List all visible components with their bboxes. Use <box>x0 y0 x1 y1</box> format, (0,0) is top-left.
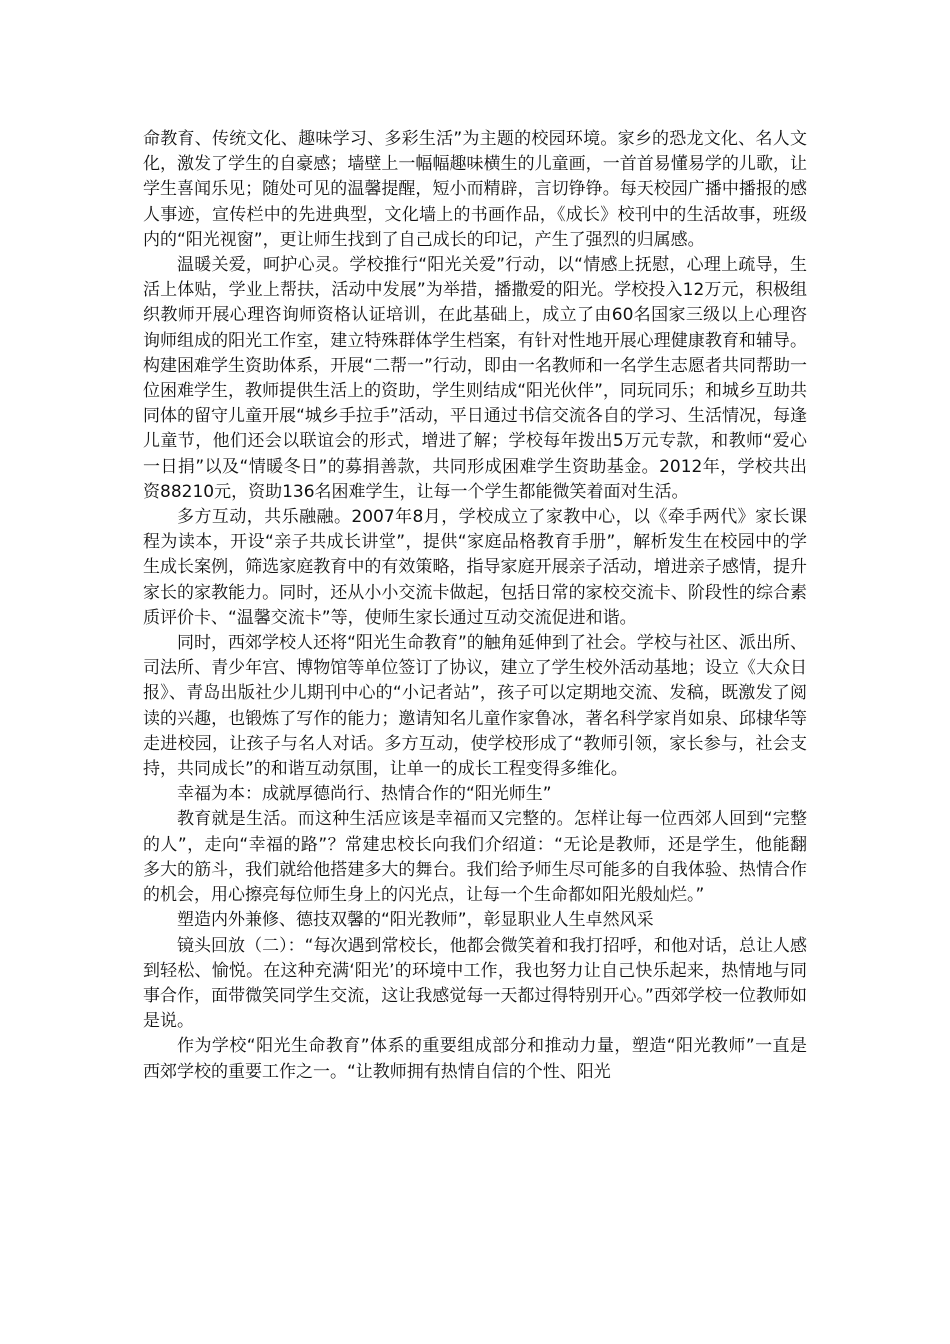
document-body <box>143 127 807 1085</box>
section-heading-happiness: 幸福为本：成就厚德尚行、热情合作的“阳光师生” <box>177 784 552 805</box>
paragraph-replay-two: 镜头回放（二）：“每次遇到常校长，他都会微笑着和我打招呼，和他对话，总让人感到轻松、愉悦。在这种充满‘阳光’的环境中工作，我也努力让自己快乐起来，热情地与同事合作，面带微笑同学生交流，这让我感觉每一天都过得特别开心。”西郊学校一位教师如是说。 <box>143 935 807 1032</box>
paragraph-shaping-teachers: 作为学校“阳光生命教育”体系的重要组成部分和推动力量，塑造“阳光教师”一直是西郊学校的重要工作之一。“让教师拥有热情自信的个性、阳光 <box>143 1036 807 1082</box>
paragraph-multi-interaction: 多方互动，共乐融融。2007年8月，学校成立了家教中心，以《牵手两代》家长课程为读本，开设“亲子共成长讲堂”，提供“家庭品格教育手册”，解析发生在校园中的学生成长案例，筛选家庭教育中的有效策略，指导家庭开展亲子活动，增进亲子感情，提升家长的家教能力。同时，还从小小交流卡做起，包括日常的家校交流卡、阶段性的综合素质评价卡、“温馨交流卡”等，使师生家长通过互动交流促进和谐。 <box>143 507 807 628</box>
paragraph-society-extension: 同时，西郊学校人还将“阳光生命教育”的触角延伸到了社会。学校与社区、派出所、司法所、青少年宫、博物馆等单位签订了协议，建立了学生校外活动基地；设立《大众日报》、青岛出版社少儿期刊中心的“小记者站”，孩子可以定期地交流、发稿，既激发了阅读的兴趣，也锻炼了写作的能力；邀请知名儿童作家鲁冰，著名科学家肖如泉、邱棣华等走进校园，让孩子与名人对话。多方互动，使学校形成了“教师引领，家长参与，社会支持，共同成长”的和谐互动氛围，让单一的成长工程变得多维化。 <box>143 633 807 780</box>
subsection-heading-sunshine-teacher: 塑造内外兼修、德技双馨的“阳光教师”，彰显职业人生卓然风采 <box>177 910 654 931</box>
paragraph-warm-care: 温暖关爱，呵护心灵。学校推行“阳光关爱”行动，以“情感上抚慰，心理上疏导，生活上体贴，学业上帮扶，活动中发展”为举措，播撒爱的阳光。学校投入12万元，积极组织教师开展心理咨询师资格认证培训，在此基础上，成立了由60名国家三级以上心理咨询师组成的阳光工作室，建立特殊群体学生档案，有针对性地开展心理健康教育和辅导。构建困难学生资助体系，开展“二帮一”行动，即由一名教师和一名学生志愿者共同帮助一位困难学生，教师提供生活上的资助，学生则结成“阳光伙伴”，同玩同乐；和城乡互助共同体的留守儿童开展“城乡手拉手”活动，平日通过书信交流各自的学习、生活情况，每逢儿童节，他们还会以联谊会的形式，增进了解；学校每年拨出5万元专款，和教师“爱心一日捐”以及“情暖冬日”的募捐善款，共同形成困难学生资助基金。2012年，学校共出资88210元，资助136名困难学生，让每一个学生都能微笑着面对生活。 <box>143 255 807 502</box>
paragraph-education-is-life: 教育就是生活。而这种生活应该是幸福而又完整的。怎样让每一位西郊人回到“完整的人”，走向“幸福的路”？常建忠校长向我们介绍道：“无论是教师，还是学生，他能翻多大的筋斗，我们就给他搭建多大的舞台。我们给予师生尽可能多的自我体验、热情合作的机会，用心擦亮每位师生身上的闪光点，让每一个生命都如阳光般灿烂。” <box>143 809 807 906</box>
paragraph-campus-environment: 命教育、传统文化、趣味学习、多彩生活”为主题的校园环境。家乡的恐龙文化、名人文化，激发了学生的自豪感；墙壁上一幅幅趣味横生的儿童画，一首首易懂易学的儿歌，让学生喜闻乐见；随处可见的温馨提醒，短小而精辟，言切铮铮。每天校园广播中播报的感人事迹，宣传栏中的先进典型，文化墙上的书画作品，《成长》校刊中的生活故事，班级内的“阳光视窗”，更让师生找到了自己成长的印记，产生了强烈的归属感。 <box>143 129 807 250</box>
